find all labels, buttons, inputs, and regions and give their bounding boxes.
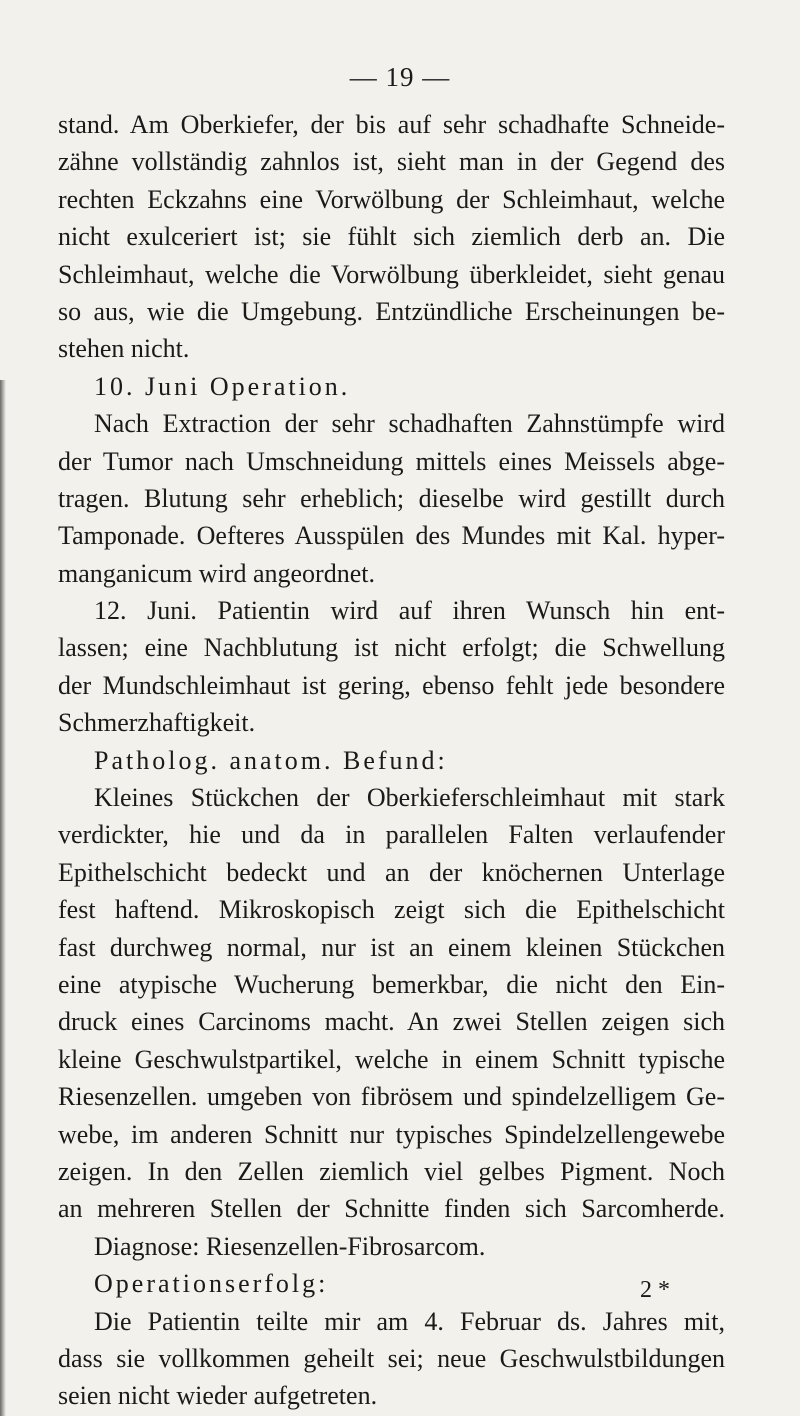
section-heading: Patholog. anatom. Befund: bbox=[94, 745, 448, 775]
text-line: eine atypische Wucherung bemerkbar, die nicht den Ein- bbox=[58, 969, 725, 999]
text-line: druck eines Carcinoms macht. An zwei Stellen zeigen sich bbox=[58, 1007, 725, 1037]
text-line: der Tumor nach Umschneidung mittels eines Meissels abge- bbox=[58, 446, 725, 476]
page-header: — 19 — bbox=[349, 62, 451, 92]
text-line: Epithelschicht bedeckt und an der knöchernen Unterlage bbox=[58, 857, 725, 887]
text-line: seien nicht wieder aufgetreten. bbox=[58, 1381, 378, 1411]
text-line: Schleimhaut, welche die Vorwölbung überkleidet, sieht genau bbox=[58, 259, 725, 289]
text-line: Schmerzhaftigkeit. bbox=[58, 708, 256, 738]
text-line: tragen. Blutung sehr erheblich; dieselbe wird gestillt durch bbox=[58, 483, 725, 513]
text-line: fast durchweg normal, nur ist an einem kleinen Stückchen bbox=[58, 932, 725, 962]
text-line: verdickter, hie und da in parallelen Falten verlaufender bbox=[58, 820, 725, 850]
text-line: nicht exulceriert ist; sie fühlt sich ziemlich derb an. Die bbox=[58, 222, 725, 252]
signature-mark: 2 * bbox=[640, 1277, 670, 1303]
text-line: rechten Eckzahns eine Vorwölbung der Schleimhaut, welche bbox=[58, 184, 725, 214]
body-text bbox=[58, 106, 725, 1415]
text-line: fest haftend. Mikroskopisch zeigt sich die Epithelschicht bbox=[58, 895, 725, 925]
section-heading: Operationserfolg: bbox=[94, 1269, 329, 1299]
text-line: webe, im anderen Schnitt nur typisches Spindelzellengewebe bbox=[58, 1119, 725, 1149]
text-line: zeigen. In den Zellen ziemlich viel gelbes Pigment. Noch bbox=[58, 1156, 725, 1186]
text-line: der Mundschleimhaut ist gering, ebenso fehlt jede besondere bbox=[58, 670, 725, 700]
text-line: Die Patientin teilte mir am 4. Februar ds. Jahres mit, bbox=[94, 1306, 725, 1336]
text-line: Tamponade. Oefteres Ausspülen des Mundes mit Kal. hyper- bbox=[58, 521, 725, 551]
text-line: lassen; eine Nachblutung ist nicht erfolgt; die Schwellung bbox=[58, 633, 725, 663]
text-line: dass sie vollkommen geheilt sei; neue Geschwulstbildungen bbox=[58, 1343, 725, 1373]
text-line: manganicum wird angeordnet. bbox=[58, 558, 375, 588]
section-date-line: 10. Juni Operation. bbox=[94, 371, 351, 401]
text-line: Nach Extraction der sehr schadhaften Zahnstümpfe wird bbox=[94, 409, 725, 439]
text-line: an mehreren Stellen der Schnitte finden sich Sarcomherde. bbox=[58, 1194, 725, 1224]
text-line: kleine Geschwulstpartikel, welche in einem Schnitt typische bbox=[58, 1044, 725, 1074]
scan-edge-shadow bbox=[0, 380, 6, 1416]
text-line: Riesenzellen. umgeben von fibrösem und spindelzelligem Ge- bbox=[58, 1082, 725, 1112]
text-line: Kleines Stückchen der Oberkieferschleimhaut mit stark bbox=[94, 783, 725, 813]
text-line: so aus, wie die Umgebung. Entzündliche Erscheinungen be- bbox=[58, 296, 725, 326]
section-date-line: 12. Juni. Patientin wird auf ihren Wunsch hin ent- bbox=[94, 596, 725, 626]
text-line: stehen nicht. bbox=[58, 334, 190, 364]
section-heading: Diagnose: Riesenzellen-Fibrosarcom. bbox=[94, 1231, 486, 1261]
text-line: zähne vollständig zahnlos ist, sieht man in der Gegend des bbox=[58, 147, 725, 177]
text-line: stand. Am Oberkiefer, der bis auf sehr schadhafte Schneide- bbox=[58, 110, 725, 139]
